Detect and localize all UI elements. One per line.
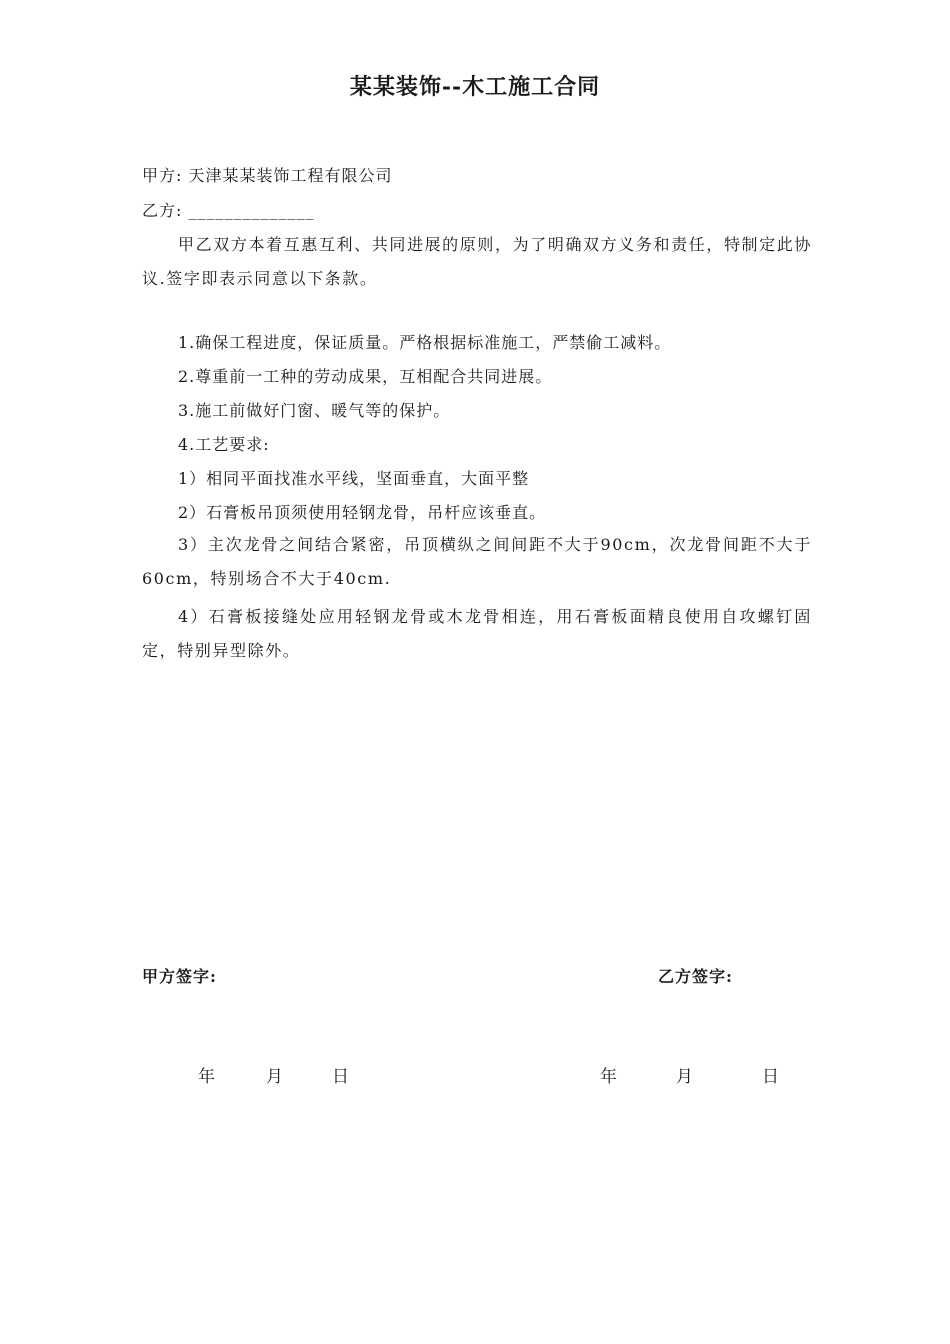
date-a-day: 日 bbox=[332, 1067, 349, 1087]
document-title: 某某装饰--木工施工合同 bbox=[349, 74, 601, 100]
date-b-year: 年 bbox=[600, 1067, 617, 1087]
party-b-line: 乙方: ______________ bbox=[142, 201, 315, 220]
clause-4: 4.工艺要求: bbox=[178, 435, 270, 454]
party-a-line: 甲方: 天津某某装饰工程有限公司 bbox=[142, 166, 393, 185]
signature-party-a: 甲方签字: bbox=[142, 967, 217, 986]
requirement-4: 4）石膏板接缝处应用轻钢龙骨或木龙骨相连，用石膏板面精良使用自攻螺钉固定，特别异型除外。 bbox=[142, 607, 812, 660]
clause-1: 1.确保工程进度，保证质量。严格根据标准施工，严禁偷工减料。 bbox=[178, 333, 672, 352]
clause-3: 3.施工前做好门窗、暖气等的保护。 bbox=[178, 401, 451, 420]
requirement-1: 1）相同平面找准水平线，坚面垂直，大面平整 bbox=[178, 469, 530, 488]
date-b-month: 月 bbox=[676, 1067, 693, 1087]
requirement-3: 3）主次龙骨之间结合紧密，吊顶横纵之间间距不大于90cm，次龙骨间距不大于60cm，特别场合不大于40cm. bbox=[142, 535, 812, 588]
intro-paragraph: 甲乙双方本着互惠互利、共同进展的原则，为了明确双方义务和责任，特制定此协议.签字即表示同意以下条款。 bbox=[142, 235, 812, 288]
date-b-day: 日 bbox=[762, 1067, 779, 1087]
requirement-2: 2）石膏板吊顶须使用轻钢龙骨，吊杆应该垂直。 bbox=[178, 503, 547, 522]
date-a-month: 月 bbox=[266, 1067, 283, 1087]
signature-party-b: 乙方签字: bbox=[658, 967, 733, 986]
clause-2: 2.尊重前一工种的劳动成果，互相配合共同进展。 bbox=[178, 367, 553, 386]
date-a-year: 年 bbox=[198, 1067, 215, 1087]
